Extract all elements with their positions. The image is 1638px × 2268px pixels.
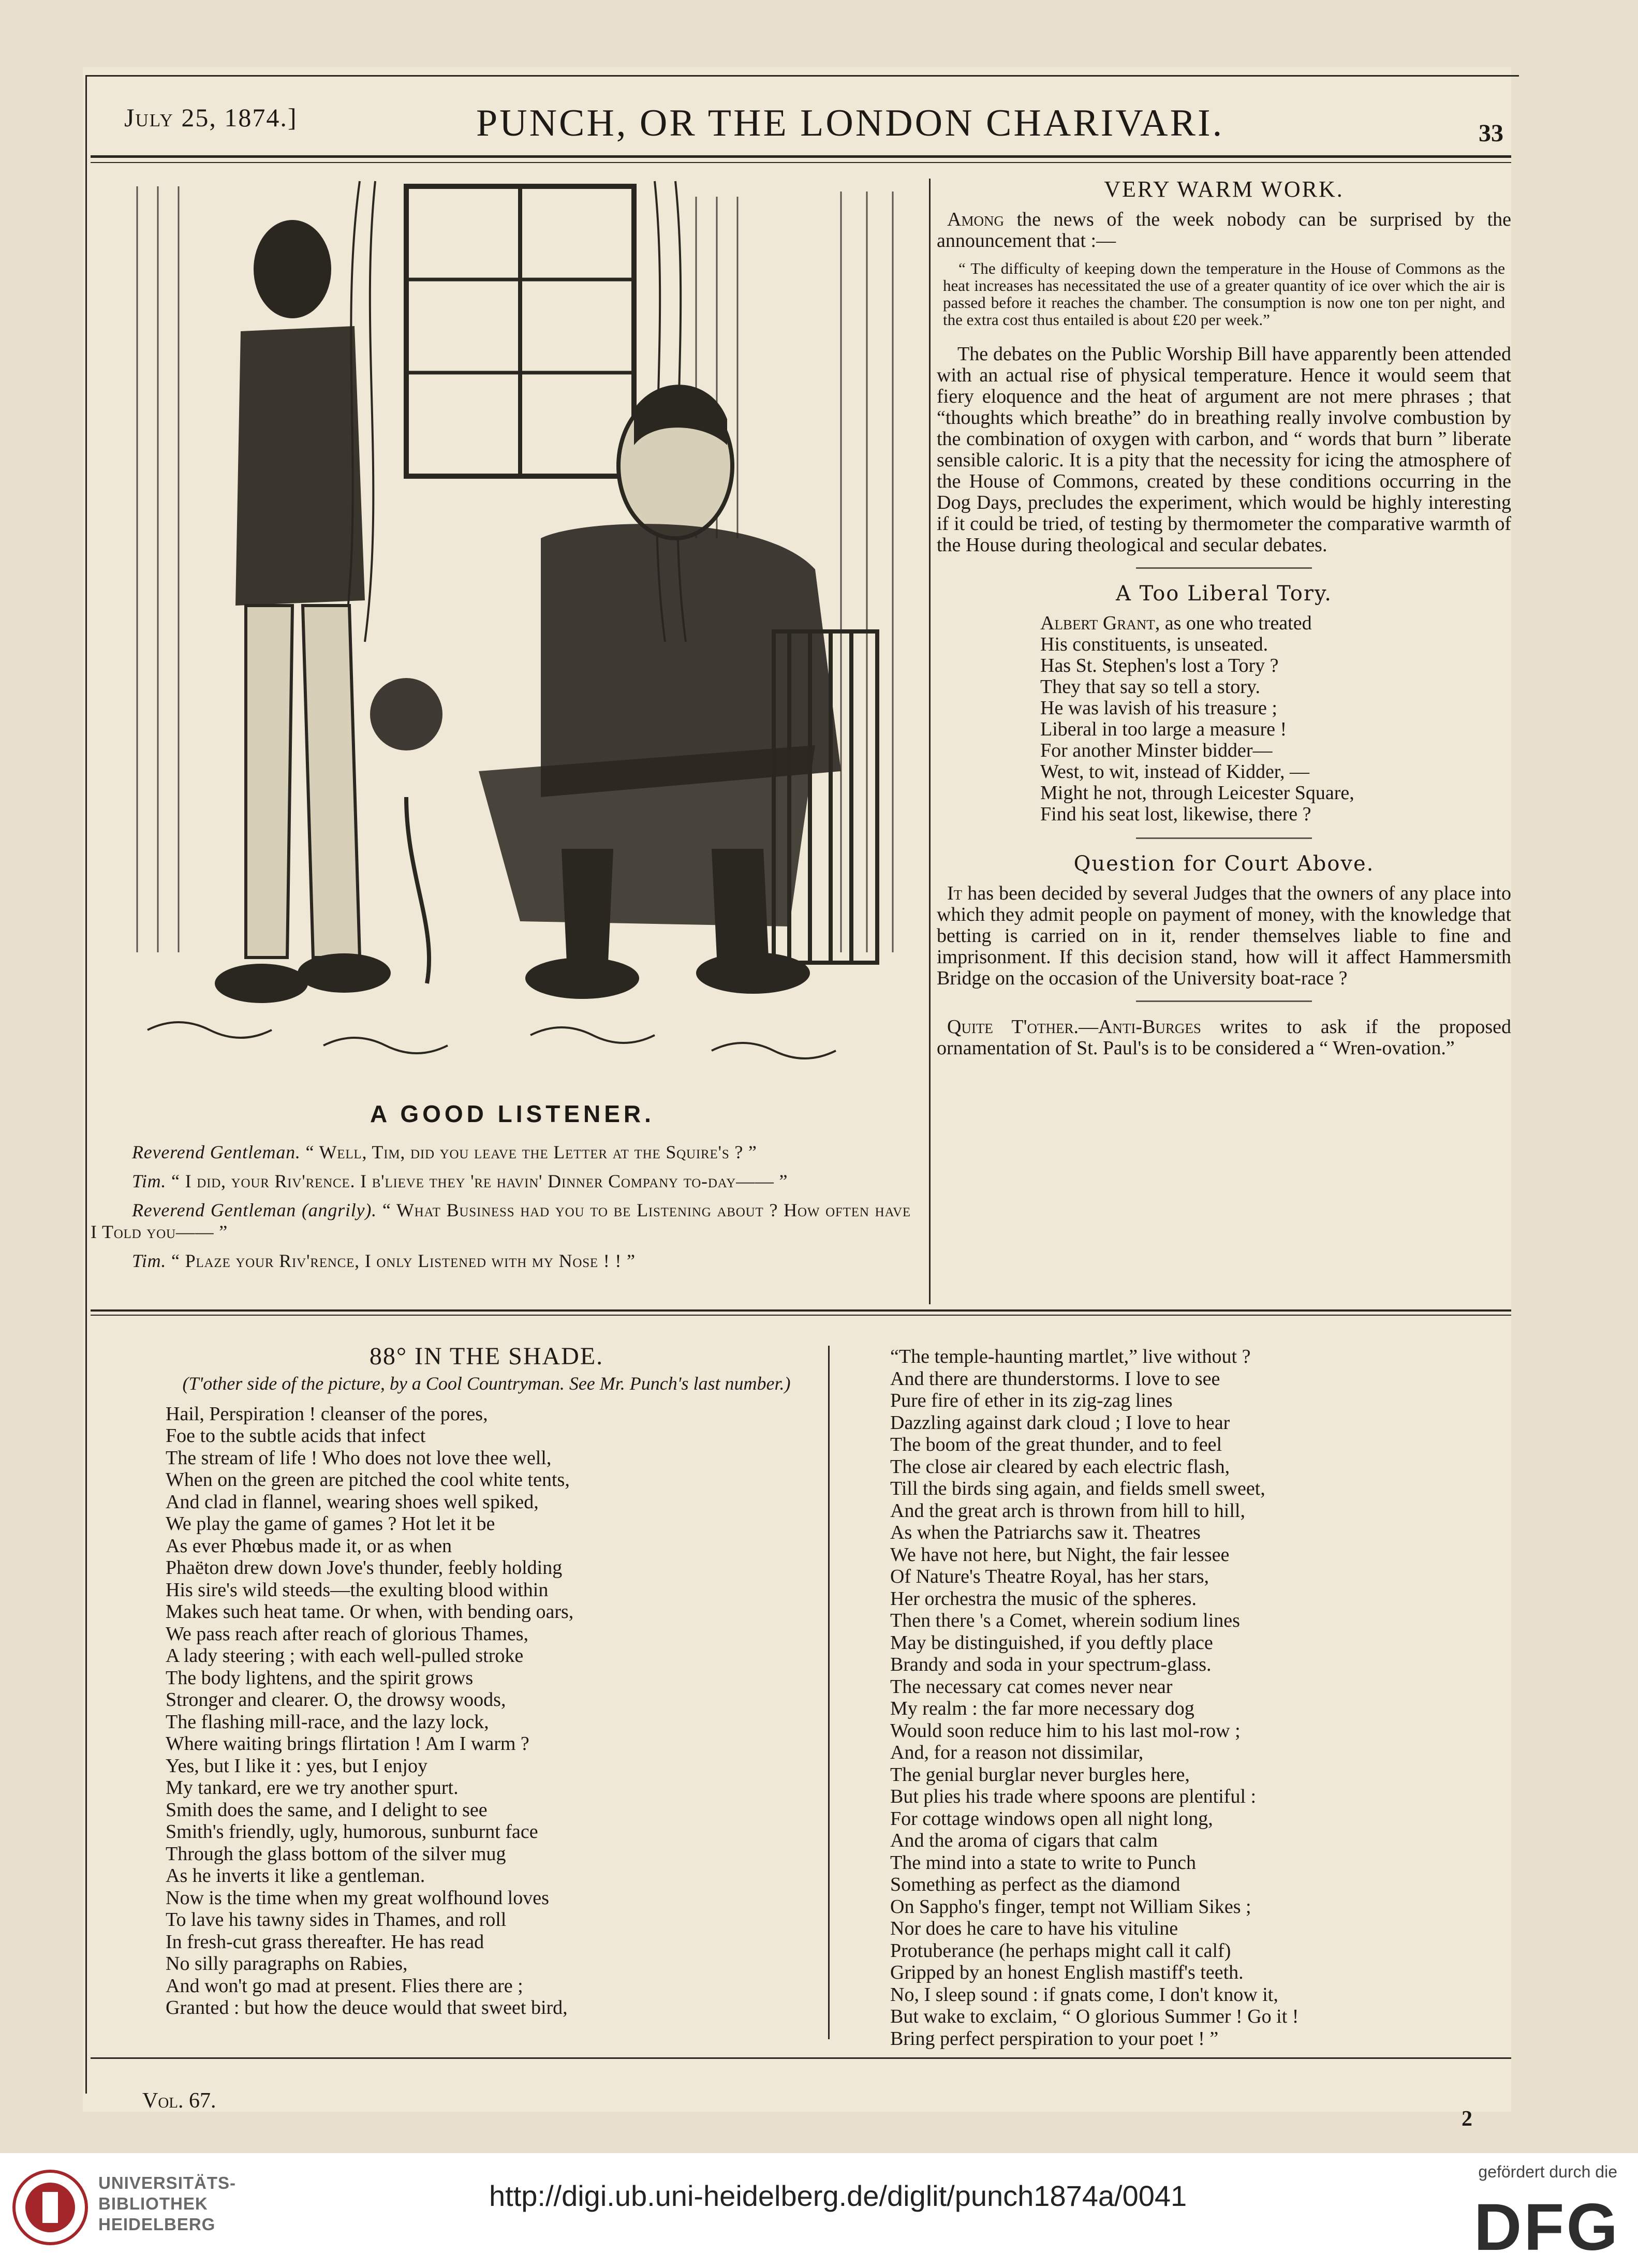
caption-text: “ Plaze your Riv'rence, I only Listened with my Nose ! ! ” [166,1250,636,1271]
column-divider-top [929,179,931,1304]
verse-line: Liberal in too large a measure ! [1040,718,1287,740]
right-column [937,176,1511,1067]
caption-text: “ I did, your Riv'rence. I b'lieve they 're havin' Dinner Company to-day—— ” [166,1171,788,1191]
poem-left-column [166,1343,807,2019]
poem-subtitle: (T'other side of the picture, by a Cool Countryman. See Mr. Punch's last number.) [182,1373,791,1394]
poem-title: 88° IN THE SHADE. [369,1343,604,1370]
permalink-url[interactable]: http://digi.ub.uni-heidelberg.de/diglit/punch1874a/0041 [489,2179,1187,2212]
funding-label: gefördert durch die [1478,2162,1617,2181]
intro-text: the news of the week nobody can be surprised by the announcement that :— [937,209,1511,252]
caption-line [91,1141,911,1163]
verse-line: He was lavish of his treasure ; [1040,697,1277,719]
issue-date: July 25, 1874.] [124,103,298,132]
caption-speaker: Tim. [132,1250,167,1271]
library-seal-icon [11,2169,89,2246]
caption-text: “ What Business had you to be Listening about ? How often have I Told you—— ” [91,1200,911,1242]
library-name [98,2173,236,2235]
tother-text: writes to ask if the proposed ornamentation of St. Paul's is to be considered a “ Wren-ovation.” [937,1016,1511,1059]
verse-line: For another Minster bidder— [1040,740,1273,761]
digitization-footer [0,2153,1638,2268]
header-rule-thin [91,162,1511,163]
page-border-top [85,75,1519,77]
caption-line [91,1199,911,1243]
section-separator [1136,567,1312,569]
court-body [937,883,1511,989]
caption-speaker: Tim. [132,1171,167,1191]
tory-verse [1040,613,1511,825]
poem-right-column [890,1346,1511,2050]
header-rule [91,155,1511,158]
verse-line: They that say so tell a story. [1040,676,1260,698]
masthead-title: PUNCH, OR THE LONDON CHARIVARI. [476,102,1224,144]
court-text: has been decided by several Judges that the owners of any place into which they admit people on payment of money, with the knowledge that betting is carried on in it, render themselves liable to fine and imprisonment. If this decision stand, how will it affect Hammersmith Bridge on the occasion of the University boat-race ? [937,882,1511,989]
intro-lead: Among [947,209,1004,230]
poem-text-left: Hail, Perspiration ! cleanser of the pores, Foe to the subtle acids that infect The stream of life ! Who does not love thee well, When on the green are pitched the cool white tents, And clad in flannel, wearing shoes well spiked, We play the game of games ? Hot let it be As ever Phœbus made it, or as when Phaëton drew down Jove's thunder, feebly holding His sire's wild steeds—the exulting blood within Makes such heat tame. Or when, with bending oars, We pass reach after reach of glorious Thames, A lady steering ; with each well-pulled stroke The body lightens, and the spirit grows Stronger and clearer. O, the drowsy woods, The flashing mill-race, and the lazy lock, Where waiting brings flirtation ! Am I warm ? Yes, but I like it : yes, but I enjoy My tankard, ere we try another spurt. Smith does the same, and I delight to see Smith's friendly, ugly, humorous, sunburnt face Through the glass bottom of the silver mug As he inverts it like a gentleman. Now is the time when my great wolfhound loves To lave his tawny sides in Thames, and roll In fresh-cut grass thereafter. He has read No silly paragraphs on Rabies, And won't go mad at present. Flies there are ; Granted : but how the deuce would that sweet bird, [166,1403,574,2019]
verse-first-line: as one who treated [1160,612,1312,634]
verse-line: West, to wit, instead of Kidder, — [1040,761,1309,783]
article-title-court: Question for Court Above. [1073,852,1375,876]
sheet-number: 2 [1462,2107,1472,2131]
verse-line: Might he not, through Leicester Square, [1040,782,1354,804]
cartoon-caption [91,1141,911,1279]
page-border-left [85,75,87,2094]
caption-speaker: Reverend Gentleman. [132,1142,301,1162]
library-name-line: BIBLIOTHEK [98,2194,208,2213]
cartoon-title: A GOOD LISTENER. [370,1100,655,1127]
tother-lead: Quite T'other.—Anti-Burges [947,1016,1201,1038]
library-name-line: UNIVERSITÄTS- [98,2173,237,2192]
caption-line [91,1250,911,1272]
dfg-logo: DFG [1473,2190,1620,2264]
section-separator [1136,837,1312,839]
volume-label: Vol. 67. [142,2089,216,2113]
tother-paragraph [937,1017,1511,1059]
section-rule-thin [91,1315,1511,1316]
article-title-warm-work: VERY WARM WORK. [1104,176,1344,202]
verse-line: Has St. Stephen's lost a Tory ? [1040,655,1279,676]
verse-name: Albert Grant, [1040,612,1160,634]
article-body: The debates on the Public Worship Bill have apparently been attended with an actual rise of physical temperature. Hence it would seem that fiery eloquence and the heat of argument are not mere phrases ; that “thoughts which breathe” do in breathing really involve combustion by the combination of oxygen with carbon, and “ words that burn ” liberate sensible caloric. It is a pity that the necessity for icing the atmosphere of the House of Commons, created by these conditions occurring in the Dog Days, precludes the experiment, which would be highly interesting if it could be tried, of testing by thermometer the comparative warmth of the House during theological and secular debates. [937,343,1511,556]
section-rule [91,1309,1511,1312]
article-quote: “ The difficulty of keeping down the temperature in the House of Commons as the heat increases has necessitated the use of a greater quantity of ice over which the air is passed before it reaches the chamber. The consumption is now one ton per night, and the extra cost thus entailed is about £20 per week.” [943,259,1505,329]
verse-line: His constituents, is unseated. [1040,634,1268,655]
cartoon-illustration [116,176,924,1092]
bottom-rule [91,2057,1511,2059]
library-name-line: HEIDELBERG [98,2215,216,2234]
section-separator [1136,1000,1312,1002]
article-intro [937,209,1511,252]
caption-text: “ Well, Tim, did you leave the Letter at the Squire's ? ” [300,1142,757,1162]
article-title-tory: A Too Liberal Tory. [1116,582,1332,606]
caption-speaker: Reverend Gentleman (angrily). [132,1200,377,1220]
page-number: 33 [1479,120,1503,147]
column-divider-bottom [828,1346,830,2039]
poem-text-right: “The temple-haunting martlet,” live without ? And there are thunderstorms. I love to see Pure fire of ether in its zig-zag lines Dazzling against dark cloud ; I love to hear The boom of the great thunder, and to feel The close air cleared by each electric flash, Till the birds sing again, and fields smell sweet, And the great arch is thrown from hill to hill, As when the Patriarchs saw it. Theatres We have not here, but Night, the fair lessee Of Nature's Theatre Royal, has her stars, Her orchestra the music of the spheres. Then there 's a Comet, wherein sodium lines May be distinguished, if you deftly place Brandy and soda in your spectrum-glass. The necessary cat comes never near My realm : the far more necessary dog Would soon reduce him to his last mol-row ; And, for a reason not dissimilar, The genial burglar never burgles here, But plies his trade where spoons are plentiful : For cottage windows open all night long, And the aroma of cigars that calm The mind into a state to write to Punch Something as perfect as the diamond On Sappho's finger, tempt not William Sikes ; Nor does he care to have his vituline Protuberance (he perhaps might call it calf) Gripped by an honest English mastiff's teeth. No, I sleep sound : if gnats come, I don't know it, But wake to exclaim, “ O glorious Summer ! Go it ! Bring perfect perspiration to your poet ! ” [890,1346,1299,2050]
court-lead: It [947,882,963,904]
verse-line: Find his seat lost, likewise, there ? [1040,803,1311,825]
caption-line [91,1170,911,1192]
